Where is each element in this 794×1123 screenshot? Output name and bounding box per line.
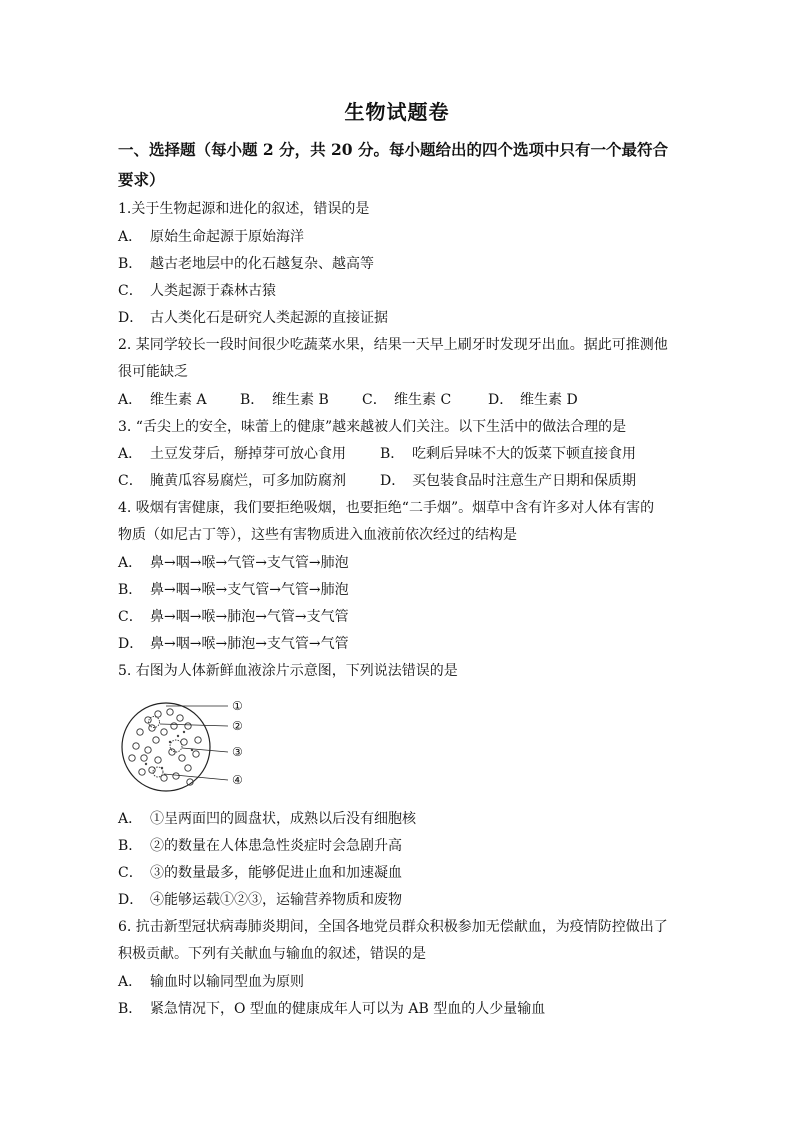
question-1-option-a (118, 227, 304, 247)
question-4-stem-line2: 物质（如尼古丁等），这些有害物质进入血液前依次经过的结构是 (118, 527, 517, 543)
option-letter: D． (118, 636, 144, 652)
option-text: 吃剩后异味不大的饭菜下顿直接食用 (412, 446, 636, 462)
option-letter: D． (118, 310, 144, 326)
question-2-option-d (488, 390, 578, 410)
question-3-option-c (118, 471, 346, 491)
question-6-option-a (118, 972, 304, 992)
option-letter: D． (488, 392, 514, 408)
question-6-stem-line2: 积极贡献。下列有关献血与输血的叙述，错误的是 (118, 946, 426, 962)
option-text: 输血时以输同型血为原则 (150, 974, 304, 990)
question-1-option-d (118, 308, 388, 328)
option-text: 买包装食品时注意生产日期和保质期 (412, 473, 636, 489)
option-text: 鼻→咽→喉→肺泡→气管→支气管 (150, 609, 349, 625)
question-2-option-b (240, 390, 329, 410)
option-letter: B． (118, 582, 143, 598)
option-letter: C． (118, 473, 143, 489)
question-5-option-a (118, 809, 416, 829)
section-heading-line1: 一、选择题（每小题 2 分，共 20 分。每小题给出的四个选项中只有一个最符合 (118, 140, 668, 159)
option-letter: C． (118, 609, 143, 625)
question-2-stem-line2: 很可能缺乏 (118, 364, 188, 380)
figure-label-3: ③ (232, 745, 243, 759)
option-letter: B． (380, 446, 405, 462)
option-letter: A． (118, 446, 143, 462)
option-text: 原始生命起源于原始海洋 (150, 229, 304, 245)
question-5-stem: 5. 右图为人体新鲜血液涂片示意图，下列说法错误的是 (118, 663, 458, 679)
option-text: 维生素 A (150, 392, 207, 408)
question-5-option-d (118, 890, 402, 910)
option-letter: C． (118, 283, 143, 299)
option-text: ②的数量在人体患急性炎症时会急剧升高 (150, 838, 402, 854)
option-text: 越古老地层中的化石越复杂、越高等 (150, 256, 374, 272)
question-3-option-d (380, 471, 636, 491)
option-text: 鼻→咽→喉→气管→支气管→肺泡 (150, 555, 349, 571)
option-text: 古人类化石是研究人类起源的直接证据 (150, 310, 388, 326)
page-title: 生物试题卷 (344, 100, 450, 124)
option-text: 紧急情况下，O 型血的健康成年人可以为 AB 型血的人少量输血 (150, 1001, 546, 1017)
question-1-option-b (118, 254, 374, 274)
section-heading (118, 136, 688, 194)
option-letter: A． (118, 229, 143, 245)
figure-label-1: ① (232, 699, 243, 713)
figure-label-2: ② (232, 719, 243, 733)
question-3-stem: 3. “舌尖上的安全，味蕾上的健康”越来越被人们关注。以下生活中的做法合理的是 (118, 419, 627, 435)
question-4-option-c (118, 607, 349, 627)
option-letter: B． (118, 256, 143, 272)
question-1-stem: 1.关于生物起源和进化的叙述，错误的是 (118, 201, 370, 217)
figure-label-4: ④ (232, 773, 243, 787)
option-text: 维生素 D (520, 392, 578, 408)
option-text: ①呈两面凹的圆盘状，成熟以后没有细胞核 (150, 811, 416, 827)
option-letter: C． (118, 865, 143, 881)
question-1-option-c (118, 281, 276, 301)
question-4-stem-line1: 4. 吸烟有害健康，我们要拒绝吸烟，也要拒绝“二手烟”。烟草中含有许多对人体有害的 (118, 500, 655, 516)
option-text: 鼻→咽→喉→支气管→气管→肺泡 (150, 582, 349, 598)
question-3-option-a (118, 444, 346, 464)
question-6-option-b (118, 999, 545, 1019)
option-text: 维生素 C (394, 392, 452, 408)
option-text: 人类起源于森林古猿 (150, 283, 276, 299)
question-2-option-c (362, 390, 451, 410)
question-2-stem-line1: 2. 某同学较长一段时间很少吃蔬菜水果，结果一天早上刷牙时发现牙出血。据此可推测他 (118, 337, 668, 353)
question-6-stem-line1: 6. 抗击新型冠状病毒肺炎期间，全国各地党员群众积极参加无偿献血，为疫情防控做出了 (118, 919, 668, 935)
question-2-option-a (118, 390, 207, 410)
smear-outline (122, 703, 210, 791)
option-text: 维生素 B (272, 392, 329, 408)
question-4-option-a (118, 553, 349, 573)
question-4-option-b (118, 580, 349, 600)
option-letter: A． (118, 555, 143, 571)
option-text: 腌黄瓜容易腐烂，可多加防腐剂 (150, 473, 346, 489)
option-letter: A． (118, 392, 143, 408)
figure-labels (232, 699, 243, 787)
option-letter: D． (118, 892, 144, 908)
question-5-option-b (118, 836, 402, 856)
option-text: ③的数量最多，能够促进止血和加速凝血 (150, 865, 402, 881)
question-5-option-c (118, 863, 402, 883)
blood-smear-figure (118, 692, 258, 802)
question-4-option-d (118, 634, 349, 654)
option-letter: D． (380, 473, 406, 489)
section-heading-line2: 要求） (118, 170, 165, 189)
option-letter: A． (118, 811, 143, 827)
option-letter: C． (362, 392, 387, 408)
option-text: 鼻→咽→喉→肺泡→支气管→气管 (150, 636, 349, 652)
option-letter: B． (240, 392, 265, 408)
option-text: 土豆发芽后，掰掉芽可放心食用 (150, 446, 346, 462)
option-letter: B． (118, 838, 143, 854)
option-text: ④能够运载①②③，运输营养物质和废物 (150, 892, 402, 908)
option-letter: A． (118, 974, 143, 990)
option-letter: B． (118, 1001, 143, 1017)
question-3-option-b (380, 444, 636, 464)
